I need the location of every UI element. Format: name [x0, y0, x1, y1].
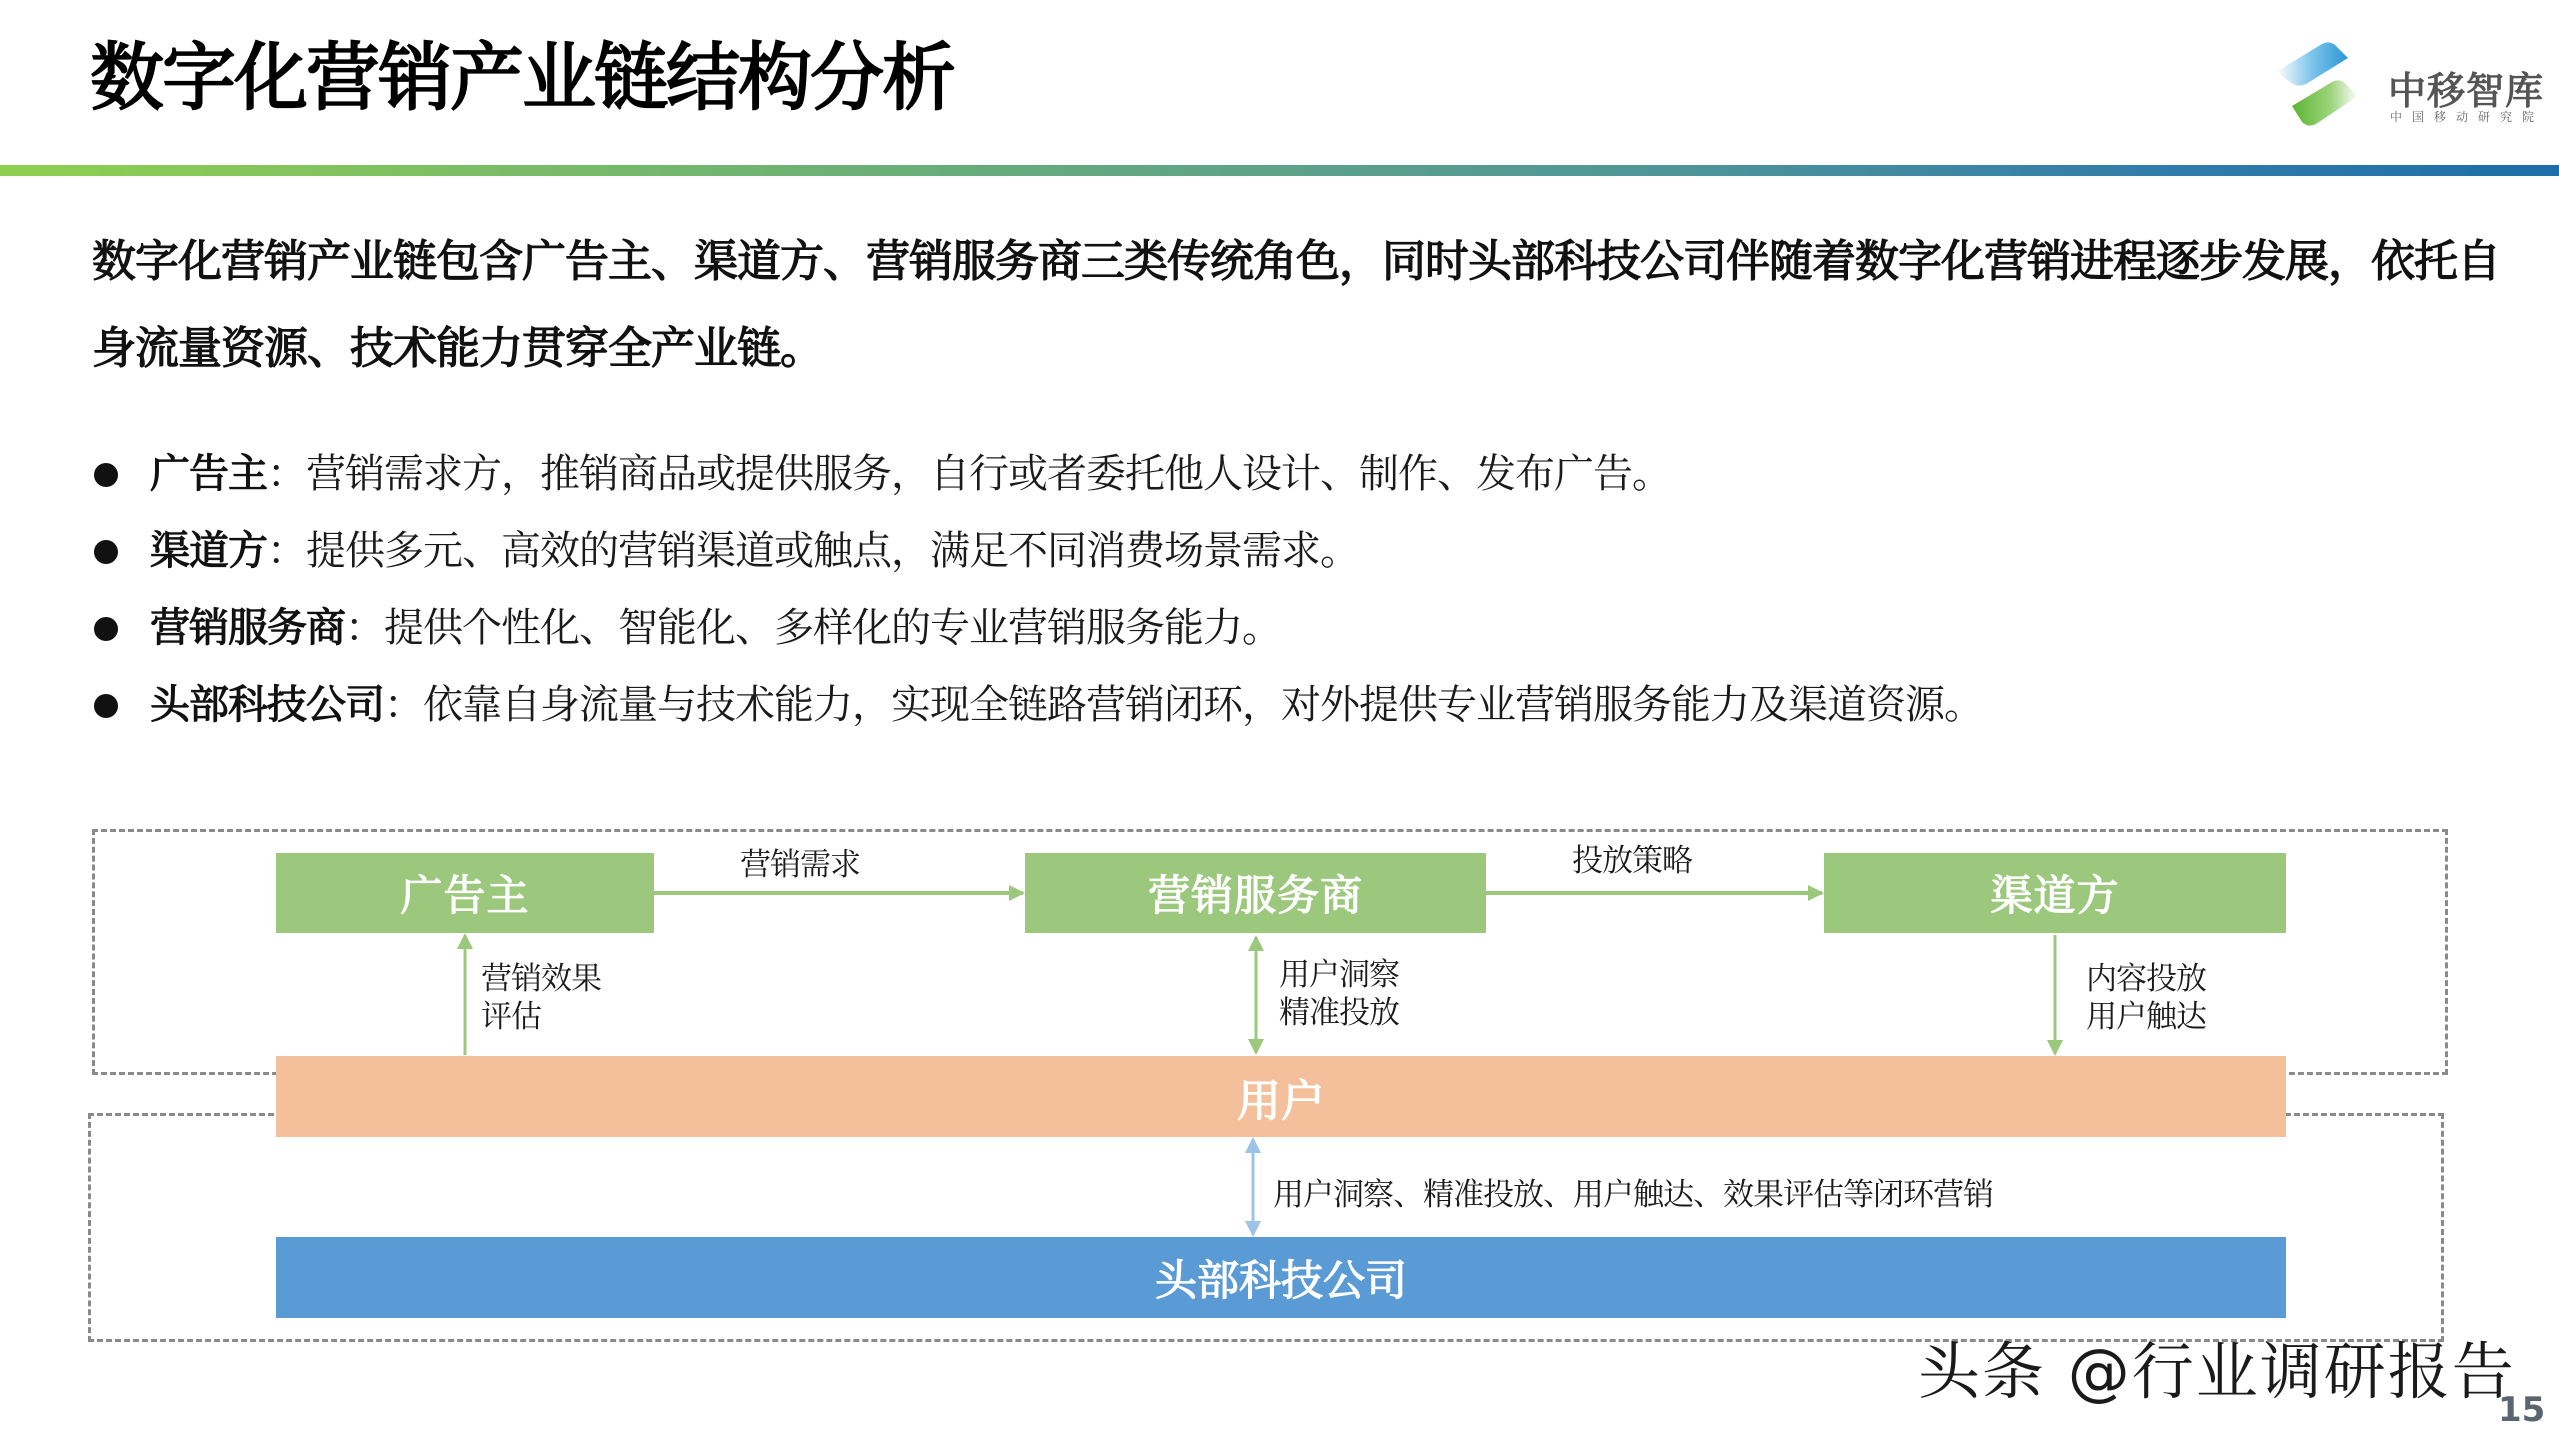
intro-paragraph: 数字化营销产业链包含广告主、渠道方、营销服务商三类传统角色，同时头部科技公司伴随着数字化营销进程逐步发展，依托自身流量资源、技术能力贯穿全产业链。 — [92, 236, 2500, 374]
node-advertiser-label: 广告主 — [400, 871, 530, 920]
bullet-dot-icon — [94, 694, 118, 718]
list-item — [92, 523, 2492, 600]
role-term: 渠道方 — [150, 528, 267, 574]
page-title: 数字化营销产业链结构分析 — [90, 35, 954, 121]
role-term: 营销服务商 — [150, 605, 345, 651]
edge-label-line: 营销效果 — [481, 961, 601, 997]
watermark: 头条 @行业调研报告 — [1918, 1335, 2516, 1408]
edge-label-content-delivery — [2086, 960, 2206, 1036]
edge-label-line: 用户触达 — [2086, 999, 2206, 1035]
bullet-dot-icon — [94, 540, 118, 564]
role-desc: 营销需求方，推销商品或提供服务，自行或者委托他人设计、制作、发布广告。 — [306, 451, 1671, 497]
edge-label-line: 用户洞察 — [1279, 957, 1399, 993]
logo-subtitle: 中国移动研究院 — [2390, 110, 2545, 124]
node-advertiser — [276, 853, 654, 933]
bullet-dot-icon — [94, 617, 118, 641]
role-sep: ： — [384, 682, 423, 728]
role-term: 广告主 — [150, 451, 267, 497]
role-sep: ： — [345, 605, 384, 651]
edge-label-line: 评估 — [481, 999, 541, 1035]
role-sep: ： — [267, 528, 306, 574]
list-item — [92, 600, 2492, 677]
node-user — [276, 1056, 2286, 1137]
node-tech-company — [276, 1237, 2286, 1318]
role-list — [92, 446, 2492, 754]
logo — [2270, 30, 2550, 140]
logo-name: 中移智库 — [2388, 69, 2545, 113]
page-number: 15 — [2498, 1390, 2546, 1430]
edge-label-closed-loop: 用户洞察、精准投放、用户触达、效果评估等闭环营销 — [1273, 1177, 1993, 1213]
role-desc: 依靠自身流量与技术能力，实现全链路营销闭环，对外提供专业营销服务能力及渠道资源。 — [423, 682, 1983, 728]
header-divider — [0, 165, 2559, 176]
node-tech-company-label: 头部科技公司 — [1154, 1255, 1407, 1305]
node-user-label: 用户 — [1237, 1075, 1325, 1127]
node-service-provider-label: 营销服务商 — [1147, 871, 1363, 920]
node-channel-label: 渠道方 — [1990, 871, 2120, 920]
edge-label-effect-evaluation — [481, 960, 601, 1036]
list-item — [92, 677, 2492, 754]
edge-label-line: 内容投放 — [2086, 961, 2206, 997]
edge-label-marketing-demand: 营销需求 — [740, 847, 860, 883]
edge-label-line: 精准投放 — [1279, 995, 1399, 1031]
role-desc: 提供个性化、智能化、多样化的专业营销服务能力。 — [384, 605, 1281, 651]
cmcc-think-tank-logo-icon — [2270, 36, 2370, 136]
edge-label-user-insight — [1279, 956, 1399, 1032]
edge-label-placement-strategy: 投放策略 — [1572, 843, 1692, 879]
role-term: 头部科技公司 — [150, 682, 384, 728]
bullet-dot-icon — [94, 463, 118, 487]
role-sep: ： — [267, 451, 306, 497]
node-channel — [1824, 853, 2286, 933]
node-service-provider — [1025, 853, 1486, 933]
list-item — [92, 446, 2492, 523]
role-desc: 提供多元、高效的营销渠道或触点，满足不同消费场景需求。 — [306, 528, 1359, 574]
